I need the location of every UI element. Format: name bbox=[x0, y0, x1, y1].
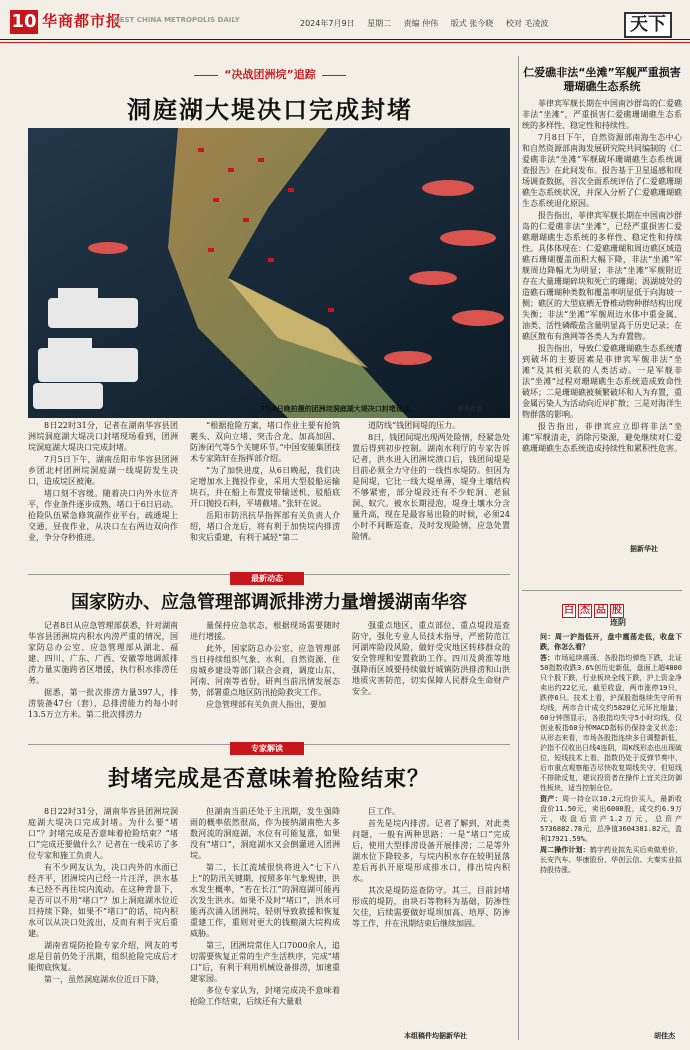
paragraph: “根据抢险方案，堵口作业主要有抢筑裹头、双向立堵、突击合龙、加高加固、防渗闭气等5个关键环节。”中国安能集团技术专家陈轩在指挥部介绍。 bbox=[190, 421, 340, 463]
paragraph: 此外，国家防总办公室、应急管理部当日持续组织气象、水利、自然资源、住房城乡建设等部门联合会商，调度山东、河南、河南等省份，研判当前汛情发展态势，部署重点地区防汛抢险救灾工作。 bbox=[190, 644, 340, 697]
main-col-3 bbox=[352, 420, 510, 568]
paragraph: 巨工作。 bbox=[368, 807, 400, 816]
header-info bbox=[300, 18, 558, 29]
main-col-2 bbox=[190, 420, 340, 568]
paragraph: 报告指出，菲律宾应立即将非法“坐滩”军舰清走，消除污染源，避免继续对仁爱礁珊瑚礁生态系统造成持续性和累积性危害。 bbox=[522, 422, 682, 453]
paragraph: 报告指出，导致仁爱礁珊瑚礁生态系统遭到破坏的主要因素是菲律宾军舰非法“坐滩”及其相关联的人类活动。一是军舰非法“坐滩”过程对珊瑚礁生态系统造成致命性破坏；二是珊瑚礁被频繁破坏和人为弃置，重金属污染人为活动向近岸扩散；三是对海洋生物群落的影响。 bbox=[522, 344, 682, 419]
column-char: 股 bbox=[612, 605, 622, 616]
answer-label: 答： bbox=[540, 654, 555, 662]
section-label: 天下 bbox=[624, 12, 672, 38]
stock-column-header bbox=[562, 598, 626, 618]
story2-col-2 bbox=[190, 620, 340, 730]
column-char: 白 bbox=[564, 605, 574, 616]
paragraph: 据悉，第一批次排涝力量397人，排涝装备47台（套），总排涝能力约每小时13.5万立方米。第二批次排涝力 bbox=[28, 688, 178, 719]
column-divider bbox=[518, 56, 519, 1040]
story3-col-2 bbox=[190, 806, 340, 1028]
paragraph: 报告指出，菲律宾军舰长期在中国南沙群岛的仁爱礁非法“坐滩”，已经严重损害仁爱礁珊瑚礁生态系统的多样性、稳定性和持续性。具体体现在：仁爱礁珊瑚和周边礁区域造礁石珊瑚覆盖面积大幅下降，非法“坐滩”军舰周边降幅尤为明显；非法“坐滩”军舰附近存在大量珊瑚碎块和死亡的珊瑚；潟湖坡处的造礁石珊瑚种类数和覆盖率明显低于向海坡一侧；礁区的大型底栖无脊椎动物种群结构出现失衡；非法“坐滩”军舰周边水体中重金属、油类、活性磷酸盐含量明显高于历史记录；在礁区散布有渔网等各类人为弃置物。 bbox=[522, 211, 682, 341]
paragraph: 菲律宾军舰长期在中国南沙群岛的仁爱礁非法“坐滩”，严重损害仁爱礁珊瑚礁生态系统的多样性、稳定性和持续性。 bbox=[522, 99, 682, 130]
paragraph: 道防线”钱团间堤的压力。 bbox=[368, 421, 461, 430]
paragraph: 湖南省堤防抢险专家介绍，网友的考虑是目前仍处于汛期，组织抢险完成后才能彻底恢复。 bbox=[28, 941, 178, 972]
brand-english: WEST CHINA METROPOLIS DAILY bbox=[112, 16, 240, 24]
sidebar-credit: 据新华社 bbox=[630, 545, 658, 553]
asset-label: 资产： bbox=[540, 795, 563, 803]
story3-footnote: 本组稿件均据新华社 bbox=[404, 1032, 467, 1040]
story3-tag: 专家解读 bbox=[230, 742, 304, 755]
paragraph: 强重点地区、重点部位、重点堤段巡查防守，强化专业人员技术指导，严密防范江河湖库险段风险，做好受灾地区转移群众的安全管理和安置救助工作。四川及黄淮等地强降雨区域要持续做好城镇防洪排涝和山洪地质灾害防范，切实保障人民群众生命财产安全。 bbox=[352, 621, 510, 696]
paragraph: 记者8日从应急管理部获悉，针对湖南华容县团洲垸内积水内涝严重的情况，国家防总办公室、应急管理部从湖北、福建、四川、广东、广西、安徽等地调派排涝力量实施跨省区增援，执行积水排涝任务。 bbox=[28, 621, 178, 685]
story2-col-3 bbox=[352, 620, 510, 730]
story3-col-1 bbox=[28, 806, 178, 1028]
paragraph: 7月8日下午，自然资源部南海生态中心和自然资源部南海发展研究院共同编制的《仁爱礁非法“坐滩”军舰破坏珊瑚礁生态系统调查报告》在此间发布。报告基于卫星遥感和现场调查数据，首次全面系统评估了仁爱礁珊瑚礁生态系统状况，并深入分析了仁爱礁珊瑚礁生态系统退化原因。 bbox=[522, 133, 682, 208]
date: 2024年7月9日 bbox=[300, 19, 355, 28]
header-rule bbox=[0, 42, 690, 43]
designer: 版式 张今晓 bbox=[450, 19, 494, 28]
photo-caption: 7月8日晚拍摄的团洲垸洞庭湖大堤决口封堵现场。 bbox=[260, 405, 417, 413]
paragraph: 应急管理部有关负责人指出，要加 bbox=[206, 700, 326, 709]
paragraph: “为了加快进度，从6日晚起，我们决定增加水上抛投作业，采用大型驳船运输块石，并在船上布置皮带输送机、驳船底开口抛投石料，平堵截堵。”张轩在说。 bbox=[190, 466, 340, 508]
weekday: 星期二 bbox=[367, 19, 392, 28]
main-col-1 bbox=[28, 420, 178, 568]
main-title: 洞庭湖大堤决口完成封堵 bbox=[127, 96, 413, 124]
page-number: 10 bbox=[11, 11, 37, 32]
plan-label: 周二操作计划： bbox=[540, 846, 590, 854]
column-char: 杰 bbox=[580, 605, 590, 616]
main-kicker: “决战团洲垸”追踪 bbox=[160, 66, 380, 82]
brand-logo: 华商都市报 bbox=[42, 12, 123, 30]
paragraph: 堵口刻不容缓。随着决口内外水位齐平，作业条件逐步成熟，堵口于6日启动。抢险队伍紧急修筑副作业平台，疏通堤上交通，昼夜作业，从决口左右两边双向作业，争分夺秒推进。 bbox=[28, 489, 178, 542]
paragraph: 但湖南当前还处于主汛期，发生强降雨的概率依然很高，作为接纳湖南绝大多数河流的洞庭湖，水位有可能复涨，如果没有“堵口”，洞庭湖水又会倒灌进入团洲垸。 bbox=[190, 807, 340, 860]
story2-tag: 最新动态 bbox=[230, 572, 304, 585]
paragraph: 量保持应急状态，根据现场需要随时进行增援。 bbox=[190, 621, 340, 641]
sidebar-title: 仁爱礁非法“坐滩”军舰严重损害珊瑚礁生态系统 bbox=[523, 66, 681, 93]
sidebar-body bbox=[522, 98, 682, 544]
paragraph: 有不少网友认为，决口内外的水面已经齐平，团洲垸内已经一片汪洋，洪水基本已经不再往垸内流动。在这种背景下，是否可以不用“堵口”？加上洞庭湖水位近日持续下降，如果不“堵口”的话，垸内积水可以从决口处流出，反而有利于灾后重建。 bbox=[28, 863, 178, 938]
story2-title: 国家防办、应急管理部调派排涝力量增援湖南华容 bbox=[71, 592, 467, 613]
stock-body bbox=[540, 632, 682, 1028]
story2-col-1 bbox=[28, 620, 178, 730]
paragraph: 首先是垸内排涝。记者了解到，对此类问题，一般有两种思路：一是“堵口”完成后，使用大型排涝设备开展排涝；二是等外湖水位下降较多，与垸内积水存在较明显落差后再扒开原堤形成排水口，排出垸内积水。 bbox=[352, 819, 510, 883]
section-divider bbox=[522, 590, 682, 591]
paragraph: 其次是堤防巡查防守。其三，目前封堵形成的堤防，由块石等物料为基础，防渗性欠佳，后续需要做好堤坝加高、培厚、防渗等工作，并在汛期结束后继续加固。 bbox=[352, 886, 510, 928]
editor: 责编 仲伟 bbox=[403, 19, 439, 28]
embankment-photo-illustration bbox=[28, 128, 510, 418]
paragraph: 第一，虽然洞庭湖水位近日下降， bbox=[44, 975, 164, 984]
masthead bbox=[0, 0, 690, 40]
asset: 周一持仓以10.2元均价买入，最新收盘价11.50元，卖出6000股，成交约6.9万元，收盘后资产1.2万元，总资产5736882.78元，总净值3604381.82元，盈利17921.59%。 bbox=[540, 795, 682, 843]
paragraph: 岳阳市防汛抗旱指挥部有关负责人介绍，堵口合龙后，将有利于加快垸内排涝和灾后重建，有利于减轻“第二 bbox=[190, 511, 340, 542]
column-char: 品 bbox=[596, 605, 606, 616]
paragraph: 7月5日下午，湖南岳阳市华容县团洲乡团北村团洲垸洞庭湖一线堤防发生决口，造成垸区被淹。 bbox=[28, 455, 178, 486]
paragraph: 多位专家认为，封堵完成决不意味着抢险工作结束，后续还有大量艰 bbox=[190, 986, 340, 1006]
paragraph: 第二，长江流域很快将进入“七下八上”的防汛关键期，按照多年气象规律，洪水发生概率，“若在长江”的洞庭湖可能再次发生洪水。如果不及时“堵口”，洪水可能再次涌入团洲垸，轻则导致救援和恢复重建工作，重则对更大的钱粮湖大垸构成威胁。 bbox=[190, 863, 340, 938]
stock-footer-author: 胡佳杰 bbox=[654, 1032, 675, 1040]
paragraph: 8日22时31分，湖南华容县团洲垸洞庭湖大堤决口完成封堵。为什么要“堵口”？封堵完成是否意味着抢险结束？“堵口”完成还要做什么？记者在一线采访了多位专家和施工负责人。 bbox=[28, 807, 178, 860]
photo-credit: 新华社发 bbox=[458, 406, 483, 413]
story3-title: 封堵完成是否意味着抢险结束？ bbox=[107, 767, 430, 792]
paragraph: 8日，钱团间堤出现两处险情，经紧急处置后得到初步控制。湖南水利厅的专家告诉记者，洪水进入团洲垸溃口后，钱团间堤是目前必须全力守住的一线挡水堤防。但因为是间堤，它比一线大堤单薄，堤身土壤结构不够紧密，部分堤段还有不少蛇洞、老鼠洞、蚁穴。被水长期浸泡，堤身土壤水分含量升高，现在是最容易出险的时候，必须24小时不间断巡查，及时发现险情，应急处置险情。 bbox=[352, 433, 510, 541]
paragraph: 第三，团洲垸常住人口7000余人，追切需要恢复正常的生产生活秩序，完成“堵口”后，有利于利用机械设备排涝，加速重建家园。 bbox=[190, 941, 340, 983]
flood-photo bbox=[28, 128, 510, 418]
paragraph: 8日22时31分，记者在湖南华容县团洲垸洞庭湖大堤决口封堵现场看到，团洲垸洞庭湖大堤决口完成封堵。 bbox=[28, 421, 178, 452]
proofreader: 校对 毛凌波 bbox=[505, 19, 549, 28]
plan: 鹤宇药业拟先买后卖做差价，长安汽车、华康股份、华创云信、大秦实业拟持股待涨。 bbox=[540, 846, 682, 874]
story3-col-3 bbox=[352, 806, 510, 1028]
stock-author: 连阴 bbox=[610, 618, 626, 627]
answer: 市场延续震荡，各股指均弹性下跌，北证50指数收跌3.6%创历史新低，盘面上超4800只个股下跌，行业板块全线下跌，沪上资金净卖出约22亿元，截至收盘，两市涨停19只，跌停6只。技术上看，沪深股指继续失守所有均线，两市合计成交约5820亿元环比缩量；60分钟图显示，各股指均失守5小时均线，仅创业板指60分钟MACD指标仍保持金叉状态；从形态来看，市场各股指连续多日调整新低，沪指不仅收出日线4连阴，周K线形态也出现破位，短线技术上看，指数仍处于反弹节奏中，后市重点观察能否尽快收复周线失守，但短线不排除反复，建议投资者在操作上宜关注防御性板块，适当控制仓位。 bbox=[540, 654, 682, 792]
question: 问：周一沪指低开，盘中震荡走低，收盘下跌，你怎么看？ bbox=[540, 633, 682, 651]
